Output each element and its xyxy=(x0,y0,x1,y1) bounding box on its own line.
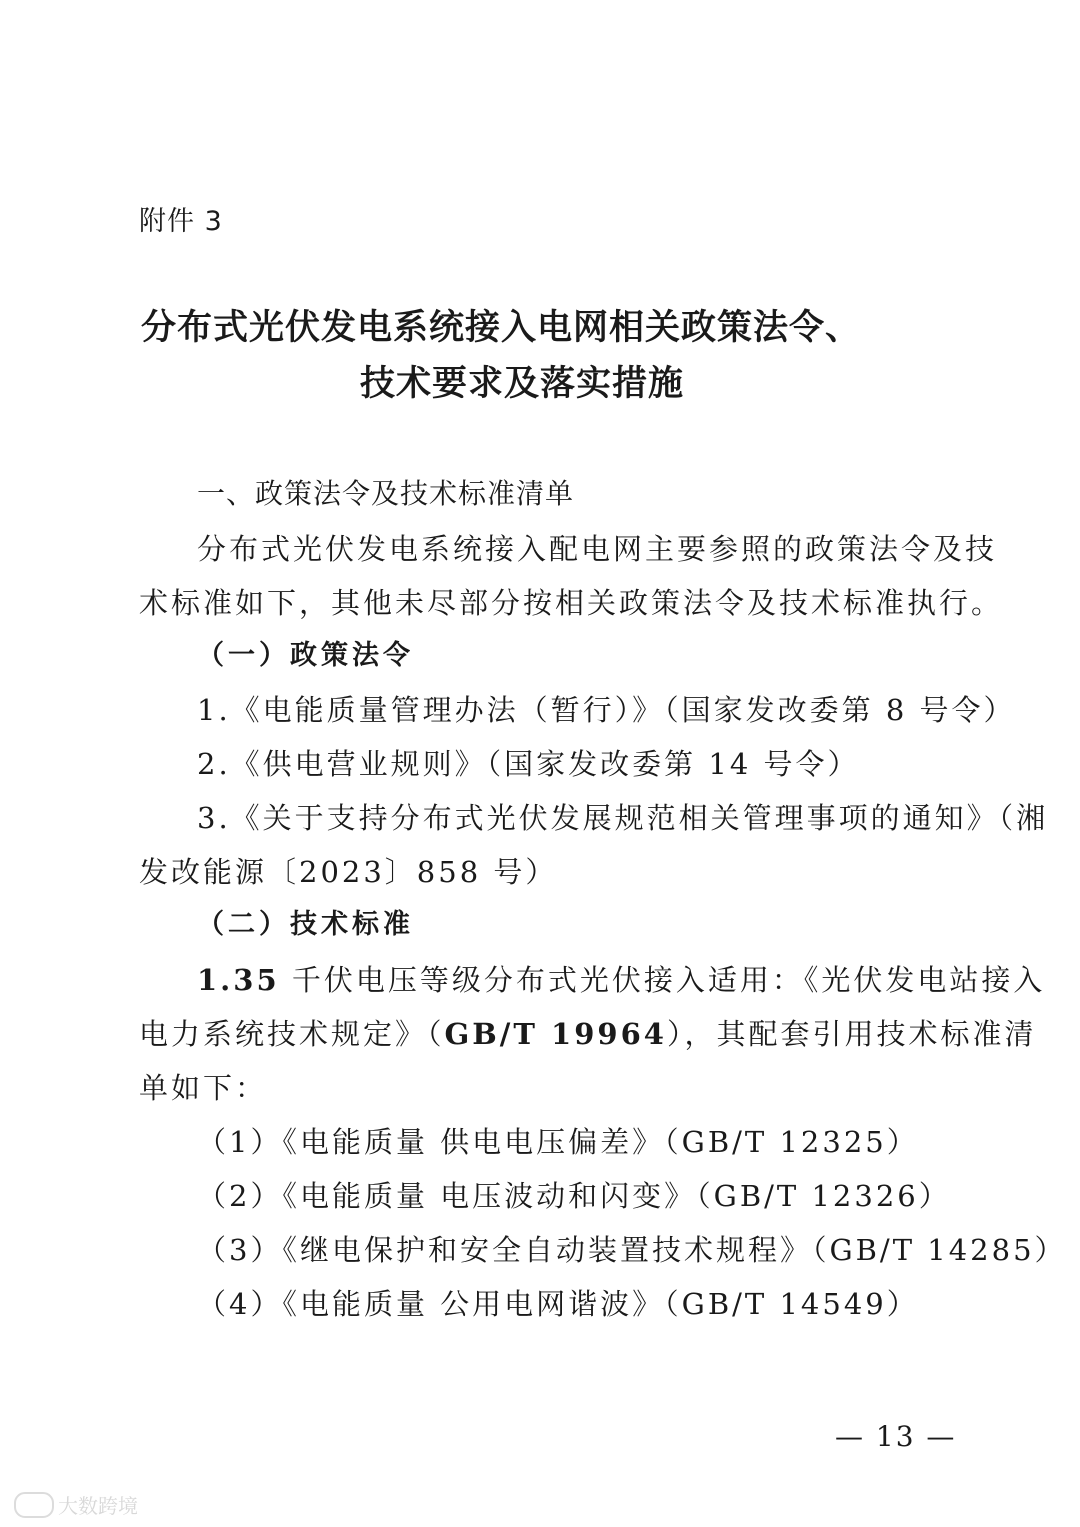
watermark-text: 大数跨境 xyxy=(58,1494,138,1518)
watermark-logo-icon xyxy=(14,1492,54,1518)
page-number: — 13 — xyxy=(835,1420,957,1453)
policy-item-1: 1.《电能质量管理办法（暂行）》（国家发改委第 8 号令） xyxy=(197,693,1016,727)
policy-item-3-line2: 发改能源〔2023〕858 号） xyxy=(139,855,558,889)
subsection-heading-policy: （一）政策法令 xyxy=(197,640,414,671)
subsection-heading-standards: （二）技术标准 xyxy=(197,909,414,940)
standards-sub-item-3: （3）《继电保护和安全自动装置技术规程》（GB/T 14285） xyxy=(197,1233,1067,1267)
watermark xyxy=(14,1490,138,1519)
policy-item-3-line1: 3.《关于支持分布式光伏发展规范相关管理事项的通知》（湘 xyxy=(197,801,1049,835)
document-title-line1: 分布式光伏发电系统接入电网相关政策法令、 xyxy=(141,308,862,348)
intro-paragraph-line2: 术标准如下，其他未尽部分按相关政策法令及技术标准执行。 xyxy=(139,586,1004,620)
standards-item-1-line2 xyxy=(139,1016,1036,1052)
standards-item-1-line2-part1: 电力系统技术规定》（ xyxy=(139,1017,445,1051)
standards-item-1-line2-part2: ），其配套引用技术标准清 xyxy=(666,1017,1037,1051)
standards-item-1-voltage: 1.35 xyxy=(197,963,280,997)
document-title-line2: 技术要求及落实措施 xyxy=(360,364,685,404)
standards-item-1-line1 xyxy=(197,962,1045,998)
intro-paragraph-line1: 分布式光伏发电系统接入配电网主要参照的政策法令及技 xyxy=(197,532,998,566)
policy-item-2: 2.《供电营业规则》（国家发改委第 14 号令） xyxy=(197,747,860,781)
standards-item-1-text: 千伏电压等级分布式光伏接入适用：《光伏发电站接入 xyxy=(279,963,1046,997)
standards-item-1-code: GB/T 19964 xyxy=(444,1017,667,1051)
standards-sub-item-1: （1）《电能质量 供电电压偏差》（GB/T 12325） xyxy=(197,1125,919,1159)
attachment-label: 附件 3 xyxy=(139,206,223,237)
standards-item-1-line3: 单如下： xyxy=(139,1071,268,1105)
standards-sub-item-4: （4）《电能质量 公用电网谐波》（GB/T 14549） xyxy=(197,1287,919,1321)
section-heading-policy-standards: 一、政策法令及技术标准清单 xyxy=(197,477,575,510)
standards-sub-item-2: （2）《电能质量 电压波动和闪变》（GB/T 12326） xyxy=(197,1179,951,1213)
